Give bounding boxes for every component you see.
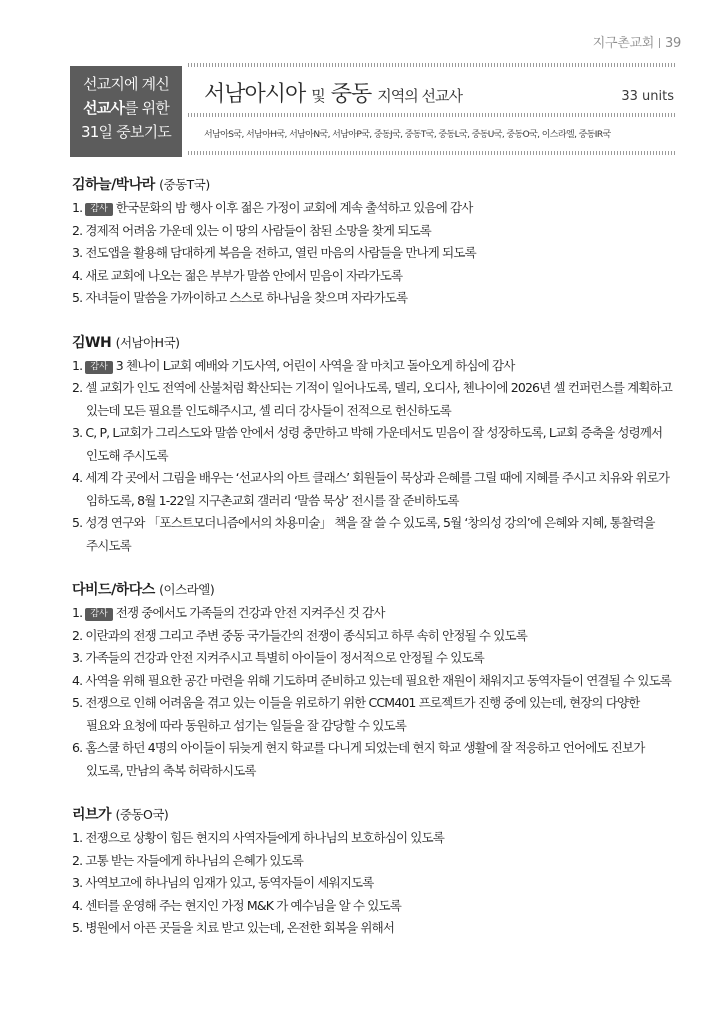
prayer-item xyxy=(72,895,684,918)
prayer-item xyxy=(72,467,684,512)
prayer-item-text: 전도앱을 활용해 담대하게 복음을 전하고, 열린 마음의 사람들을 만나게 되도록 xyxy=(85,245,476,260)
prayer-item xyxy=(72,265,684,288)
prayer-item-number: 3. xyxy=(72,875,83,890)
prayer-item-text: 전쟁 중에서도 가족들의 건강과 안전 지켜주신 것 감사 xyxy=(115,605,385,620)
prayer-item-number: 4. xyxy=(72,470,83,485)
prayer-item xyxy=(72,287,684,310)
prayer-item xyxy=(72,512,684,557)
page-number: 39 xyxy=(665,36,681,51)
prayer-item-text: 셀 교회가 인도 전역에 산불처럼 확산되는 기적이 일어나도록, 델리, 오디사, 첸나이에 2026년 셀 컨퍼런스를 계획하고 있는데 모든 필요를 인도해주시고, 셀 리더 강사들이 전적으로 헌신하도록 xyxy=(85,380,672,418)
banner-line-1: 선교지에 계신 xyxy=(82,75,170,93)
prayer-item-number: 3. xyxy=(72,245,83,260)
missionary-heading xyxy=(72,174,684,196)
prayer-item-text: 사역을 위해 필요한 공간 마련을 위해 기도하며 준비하고 있는데 필요한 재원이 채워지고 동역자들이 연결될 수 있도록 xyxy=(85,672,672,688)
prayer-item-number: 6. xyxy=(72,740,83,755)
prayer-item-number: 4. xyxy=(72,672,83,688)
prayer-item-number: 4. xyxy=(72,897,83,913)
header-divider xyxy=(659,38,660,48)
prayer-item xyxy=(72,355,684,378)
prayer-item-number: 1. xyxy=(72,357,83,373)
missionary-heading xyxy=(72,332,684,354)
prayer-item-text: 이란과의 전쟁 그리고 주변 중동 국가들간의 전쟁이 종식되고 하루 속히 안정될 수 있도록 xyxy=(85,627,527,643)
missionary-section xyxy=(72,804,684,940)
missionary-name: 김하늘/박나라 xyxy=(72,177,155,193)
banner-line-2-rest: 를 위한 xyxy=(124,99,170,117)
prayer-item-text: 한국문화의 밤 행사 이후 젊은 가정이 교회에 계속 출석하고 있음에 감사 xyxy=(115,200,473,215)
prayer-item xyxy=(72,647,684,670)
prayer-item-number: 5. xyxy=(72,290,83,305)
prayer-item xyxy=(72,422,684,467)
thanks-badge: 감사 xyxy=(85,203,112,216)
prayer-item xyxy=(72,242,684,265)
banner-line-2-bold: 선교사 xyxy=(82,99,125,117)
prayer-item-text: 홈스쿨 하던 4명의 아이들이 뒤늦게 현지 학교를 다니게 되었는데 현지 학교 생활에 잘 적응하고 언어에도 진보가 있도록, 만남의 축복 허락하시도록 xyxy=(85,740,645,778)
prayer-item-text: C, P, L교회가 그리스도와 말씀 안에서 성령 충만하고 박해 가운데서도 믿음이 잘 성장하도록, L교회 증축을 성령께서 인도해 주시도록 xyxy=(85,425,663,463)
missionary-heading xyxy=(72,804,684,826)
prayer-item-text: 새로 교회에 나오는 젊은 부부가 말씀 안에서 믿음이 자라가도록 xyxy=(85,267,403,283)
missionary-region: (이스라엘) xyxy=(159,582,215,597)
banner-title-region-1: 서남아시아 xyxy=(204,82,306,107)
prayer-item-text: 자녀들이 말씀을 가까이하고 스스로 하나님을 찾으며 자라가도록 xyxy=(85,290,408,305)
missionary-region: (서남아H국) xyxy=(115,334,180,350)
prayer-item xyxy=(72,625,684,648)
prayer-item xyxy=(72,602,684,625)
missionary-section xyxy=(72,174,684,310)
prayer-item-text: 경제적 어려움 가운데 있는 이 땅의 사람들이 참된 소망을 찾게 되도록 xyxy=(85,222,431,238)
missionary-section xyxy=(72,332,684,558)
prayer-item-number: 4. xyxy=(72,267,83,283)
prayer-item-text: 성경 연구와 「포스트모더니즘에서의 차용미술」 책을 잘 쓸 수 있도록, 5월 ‘창의성 강의’에 은혜와 지혜, 통찰력을 주시도록 xyxy=(85,515,655,553)
banner-title-region-2: 중동 xyxy=(330,82,372,107)
prayer-item xyxy=(72,917,684,940)
missionary-heading xyxy=(72,579,684,601)
prayer-item-number: 2. xyxy=(72,627,83,643)
prayer-item-text: 세계 각 곳에서 그림을 배우는 ‘선교사의 아트 클래스’ 회원들이 묵상과 은혜를 그릴 때에 지혜를 주시고 치유와 위로가 임하도록, 8월 1-22일 지구촌교회 갤러리 ‘말씀 묵상’ 전시를 잘 준비하도록 xyxy=(85,470,670,508)
prayer-item-number: 1. xyxy=(72,200,83,215)
banner-line-2 xyxy=(70,96,182,120)
banner-stripe-bottom xyxy=(188,151,676,155)
missionary-region: (중동O국) xyxy=(115,807,169,822)
prayer-item-number: 3. xyxy=(72,650,83,665)
prayer-item-number: 2. xyxy=(72,852,83,868)
prayer-item xyxy=(72,872,684,895)
missionary-region: (중동T국) xyxy=(159,177,210,192)
prayer-item xyxy=(72,377,684,422)
missionary-name: 다비드/하다스 xyxy=(72,582,155,598)
prayer-item-number: 2. xyxy=(72,380,83,395)
missionary-section xyxy=(72,579,684,782)
running-title: 지구촌교회 xyxy=(592,36,655,51)
banner-title xyxy=(204,77,462,108)
prayer-item xyxy=(72,670,684,693)
prayer-item xyxy=(72,692,684,737)
prayer-item-number: 5. xyxy=(72,920,83,935)
prayer-item-text: 센터를 운영해 주는 현지인 가정 M&K 가 예수님을 알 수 있도록 xyxy=(85,897,401,913)
page-header xyxy=(593,32,681,51)
banner-title-and: 및 xyxy=(311,87,325,105)
prayer-list xyxy=(72,174,684,962)
prayer-item-text: 전쟁으로 상황이 힘든 현지의 사역자들에게 하나님의 보호하심이 있도록 xyxy=(85,830,444,845)
prayer-item xyxy=(72,737,684,782)
prayer-item-number: 1. xyxy=(72,830,83,845)
section-banner xyxy=(70,63,676,159)
prayer-item-text: 전쟁으로 인해 어려움을 겪고 있는 이들을 위로하기 위한 CCM401 프로젝트가 진행 중에 있는데, 현장의 다양한 필요와 요청에 따라 동원하고 섬기는 일들을 잘 감당할 수 있도록 xyxy=(85,695,640,733)
prayer-item xyxy=(72,827,684,850)
country-list: 서남아S국, 서남아H국, 서남아N국, 서남아P국, 중동J국, 중동T국, 중동L국, 중동U국, 중동O국, 이스라엘, 중동IR국 xyxy=(204,130,611,140)
prayer-item xyxy=(72,220,684,243)
banner-title-suffix: 지역의 선교사 xyxy=(377,87,462,105)
thanks-badge: 감사 xyxy=(85,608,112,621)
prayer-item-number: 3. xyxy=(72,425,83,440)
banner-line-3: 31일 중보기도 xyxy=(81,123,171,141)
missionary-name: 김WH xyxy=(72,334,112,351)
prayer-item-number: 5. xyxy=(72,695,83,710)
prayer-item-text: 사역보고에 하나님의 임재가 있고, 동역자들이 세워지도록 xyxy=(85,875,374,890)
banner-stripe-middle xyxy=(188,113,676,117)
prayer-item-text: 고통 받는 자들에게 하나님의 은혜가 있도록 xyxy=(85,852,304,868)
banner-stripe-top xyxy=(188,63,676,67)
prayer-item-text: 병원에서 아픈 곳들을 치료 받고 있는데, 온전한 회복을 위해서 xyxy=(85,920,395,935)
units-count: 33 units xyxy=(621,89,674,104)
banner-label-box xyxy=(70,66,182,157)
prayer-item-text: 3 첸나이 L교회 예배와 기도사역, 어린이 사역을 잘 마치고 돌아오게 하심에 감사 xyxy=(115,357,515,373)
prayer-item-text: 가족들의 건강과 안전 지켜주시고 특별히 아이들이 정서적으로 안정될 수 있도록 xyxy=(85,650,484,665)
prayer-item-number: 1. xyxy=(72,605,83,620)
prayer-item-number: 2. xyxy=(72,222,83,238)
prayer-item xyxy=(72,197,684,220)
prayer-item xyxy=(72,850,684,873)
missionary-name: 리브가 xyxy=(72,807,112,823)
thanks-badge: 감사 xyxy=(85,361,112,374)
prayer-item-number: 5. xyxy=(72,515,83,530)
